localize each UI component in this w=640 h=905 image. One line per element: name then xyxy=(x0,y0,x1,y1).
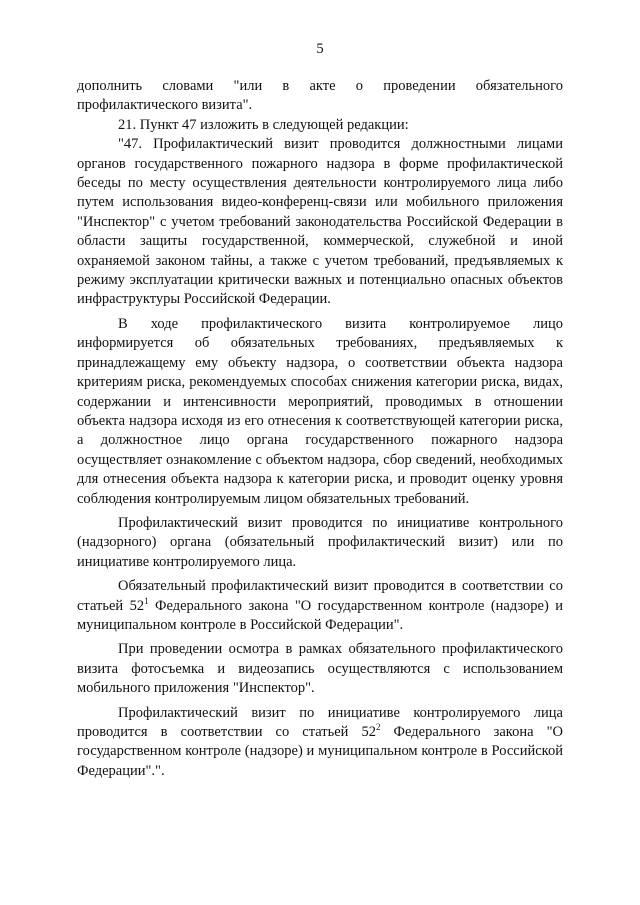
paragraph-visit-initiative: Профилактический визит проводится по инициативе контрольного (надзорного) органа (обязательный профилактический визит) или по инициативе контролируемого лица. xyxy=(77,514,563,570)
footnote-superscript: 1 xyxy=(144,595,149,606)
paragraph-continuation: дополнить словами "или в акте о проведении обязательного профилактического визита". xyxy=(77,78,563,114)
paragraph-controlled-person-visit-text-after: Федерального закона "О государственном контроле (надзоре) и муниципальном контроле в Российской Федерации".". xyxy=(77,724,563,779)
document-body xyxy=(77,77,563,781)
page-number: 5 xyxy=(316,41,324,57)
paragraph-mandatory-visit-text-after: Федерального закона "О государственном контроле (надзоре) и муниципальном контроле в Российской Федерации". xyxy=(77,597,563,633)
paragraph-mandatory-visit xyxy=(77,577,563,635)
paragraph-point-47: "47. Профилактический визит проводится должностными лицами органов государственного пожарного надзора в форме профилактической беседы по месту осуществления деятельности контролируемого лица либо путем использования видео-конференц-связи или мобильного приложения "Инспектор" с учетом требований законодательства Российской Федерации в области защиты государственной, коммерческой, служебной и иной охраняемой законом тайны, а также с учетом требований, предъявляемых к режиму эксплуатации критически важных и потенциально опасных объектов инфраструктуры Российской Федерации. xyxy=(77,136,563,308)
paragraph-inspection-photo: При проведении осмотра в рамках обязательного профилактического визита фотосъемка и видеозапись осуществляются с использованием мобильного приложения "Инспектор". xyxy=(77,641,563,697)
paragraph-visit-course: В ходе профилактического визита контролируемое лицо информируется об обязательных требованиях, предъявляемых к принадлежащему ему объекту надзора, о соответствии объекта надзора критериям риска, рекомендуемых способах снижения категории риска, видах, содержании и интенсивности мероприятий, проводимых в отношении объекта надзора исходя из его отнесения к соответствующей категории риска, а должностное лицо органа государственного пожарного надзора осуществляет ознакомление с объектом надзора, сбор сведений, необходимых для отнесения объекта надзора к категории риска, и проводит оценку уровня соблюдения контролируемым лицом обязательных требований. xyxy=(77,315,563,507)
paragraph-item-21: 21. Пункт 47 изложить в следующей редакции: xyxy=(118,116,409,133)
paragraph-controlled-person-visit-text-before: Профилактический визит по инициативе контролируемого лица проводится в соответствии со статьей 52 xyxy=(77,704,563,740)
footnote-superscript: 2 xyxy=(376,722,381,732)
paragraph-mandatory-visit-text-before: Обязательный профилактический визит проводится в соответствии со статьей 52 xyxy=(77,578,563,614)
paragraph-controlled-person-visit xyxy=(77,704,563,782)
